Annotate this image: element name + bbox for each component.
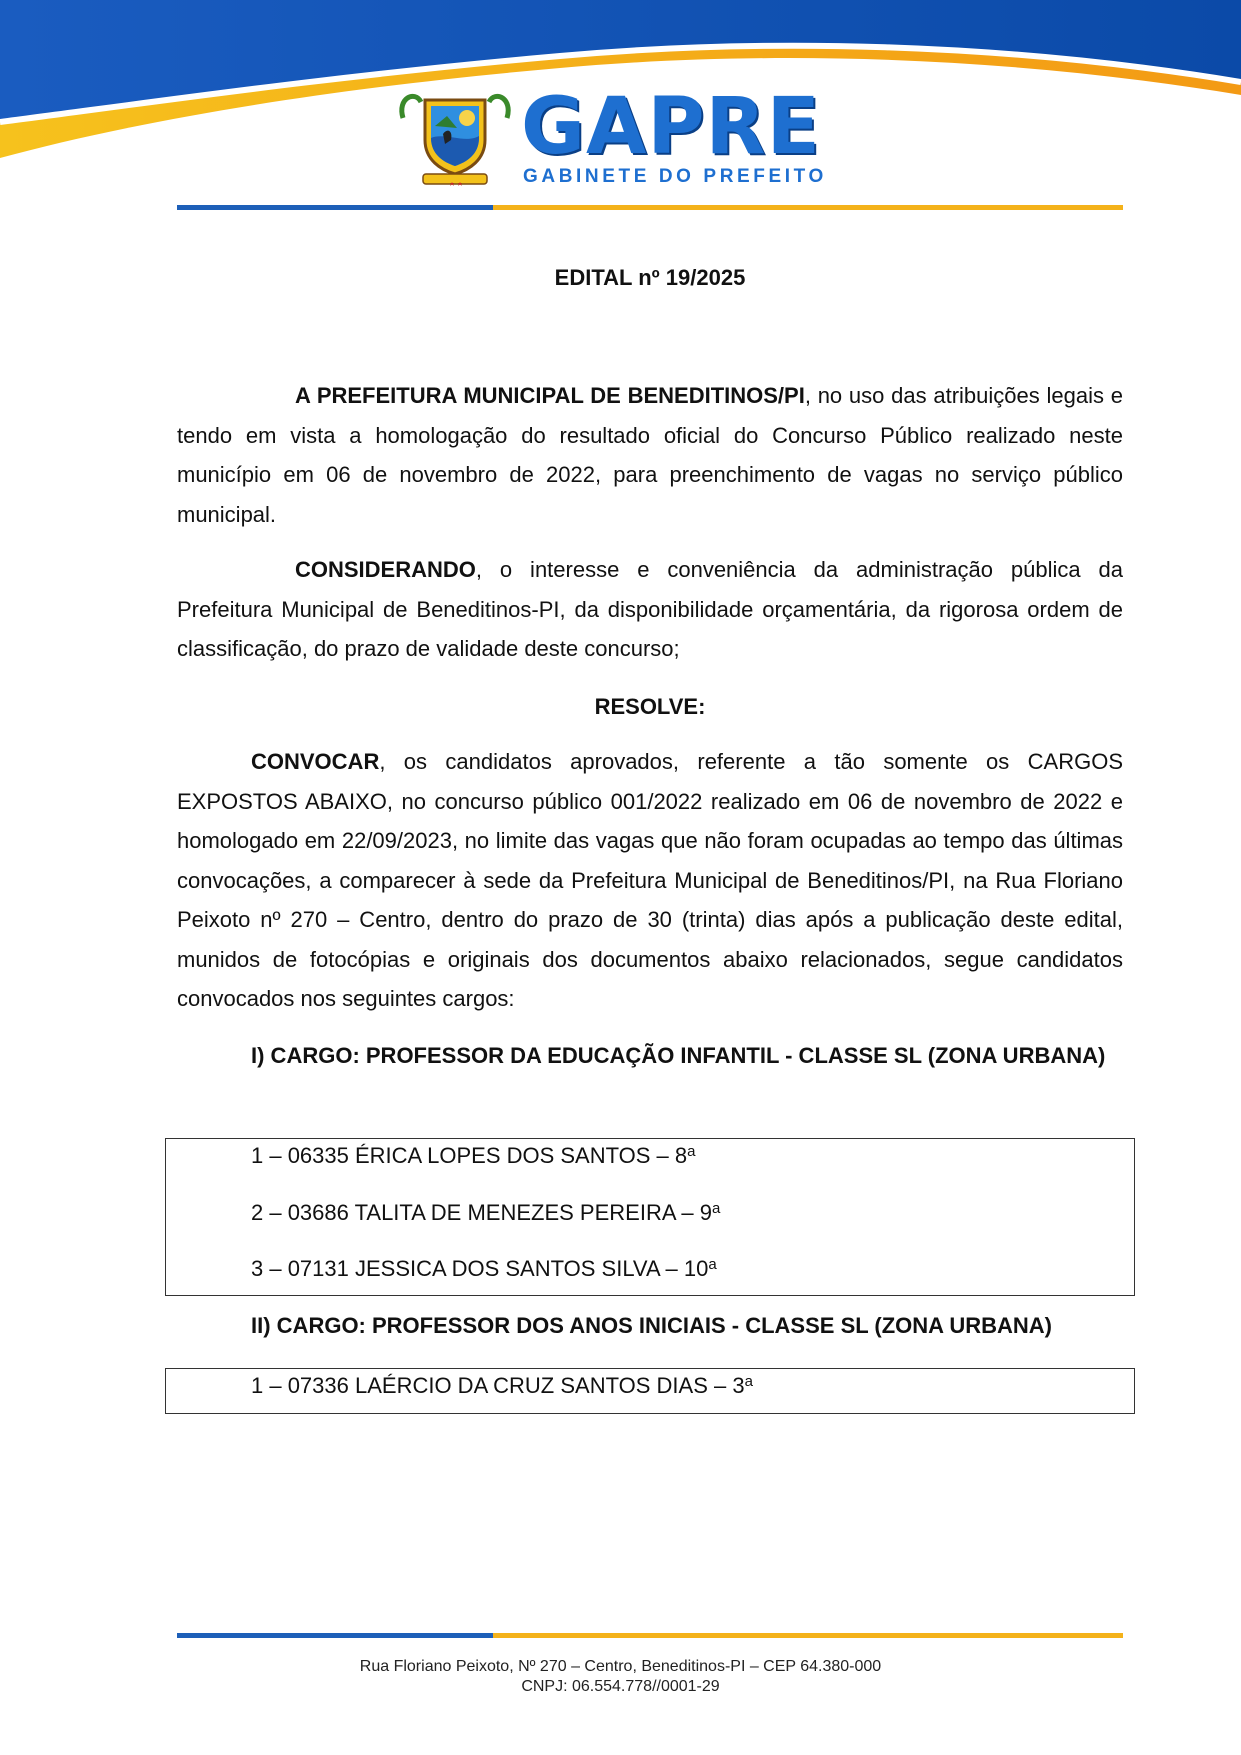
resolve-heading: RESOLVE: (594, 694, 706, 719)
header-divider (177, 205, 1123, 210)
convocar-bold: CONVOCAR (251, 749, 380, 774)
preamble-bold: A PREFEITURA MUNICIPAL DE BENEDITINOS/PI (295, 383, 805, 408)
convocar-text: , os candidatos aprovados, referente a tão somente os CARGOS EXPOSTOS ABAIXO, no concurso público 001/2022 realizado em 06 de novembro de 2022 e homologado em 22/09/2023, no limite das vagas que não foram ocupadas ao tempo das últimas convocações, a comparecer à sede da Prefeitura Municipal de Beneditinos/PI, na Rua Floriano Peixoto nº 270 – Centro, dentro do prazo de 30 (trinta) dias após a publicação deste edital, munidos de fotocópias e originais dos documentos abaixo relacionados, segue candidatos convocados nos seguintes cargos: (177, 749, 1123, 1011)
list-item: 1 – 07336 LAÉRCIO DA CRUZ SANTOS DIAS – 3$^a$ (251, 1373, 753, 1398)
document-title: EDITAL nº 19/2025 (554, 265, 746, 290)
municipal-crest-icon (395, 88, 515, 188)
cargo-heading-2: II) CARGO: PROFESSOR DOS ANOS INICIAIS - CLASSE SL (ZONA URBANA) (251, 1313, 1052, 1338)
list-item: 1 – 06335 ÉRICA LOPES DOS SANTOS – 8$^a$ (251, 1143, 696, 1168)
paragraph-preamble (177, 376, 1123, 534)
considerando-text: , o interesse e conveniência da administração pública da Prefeitura Municipal de Beneditinos-PI, da disponibilidade orçamentária, da rigorosa ordem de classificação, do prazo de validade deste concurso; (177, 557, 1123, 661)
preamble-text: , no uso das atribuições legais e tendo em vista a homologação do resultado oficial do Concurso Público realizado neste município em 06 de novembro de 2022, para preenchimento de vagas no serviço público municipal. (177, 383, 1123, 527)
brand-title: GAPRE (521, 82, 821, 172)
footer-divider (177, 1633, 1123, 1638)
brand-subtitle: GABINETE DO PREFEITO (523, 166, 827, 187)
candidate-box-1 (165, 1138, 1135, 1296)
paragraph-convocar (177, 742, 1123, 1019)
list-item: 2 – 03686 TALITA DE MENEZES PEREIRA – 9$^a$ (251, 1200, 721, 1225)
candidate-box-2 (165, 1368, 1135, 1414)
document-body (177, 265, 1123, 291)
considerando-bold: CONSIDERANDO (295, 557, 476, 582)
paragraph-considerando (177, 550, 1123, 669)
cargo-heading-1: I) CARGO: PROFESSOR DA EDUCAÇÃO INFANTIL - CLASSE SL (ZONA URBANA) (251, 1043, 1106, 1068)
footer-cnpj: CNPJ: 06.554.778//0001-29 (521, 1678, 720, 1695)
brand-logo (395, 82, 865, 193)
footer-address: Rua Floriano Peixoto, Nº 270 – Centro, Beneditinos-PI – CEP 64.380-000 (359, 1658, 882, 1675)
list-item: 3 – 07131 JESSICA DOS SANTOS SILVA – 10$^a$ (251, 1256, 717, 1281)
